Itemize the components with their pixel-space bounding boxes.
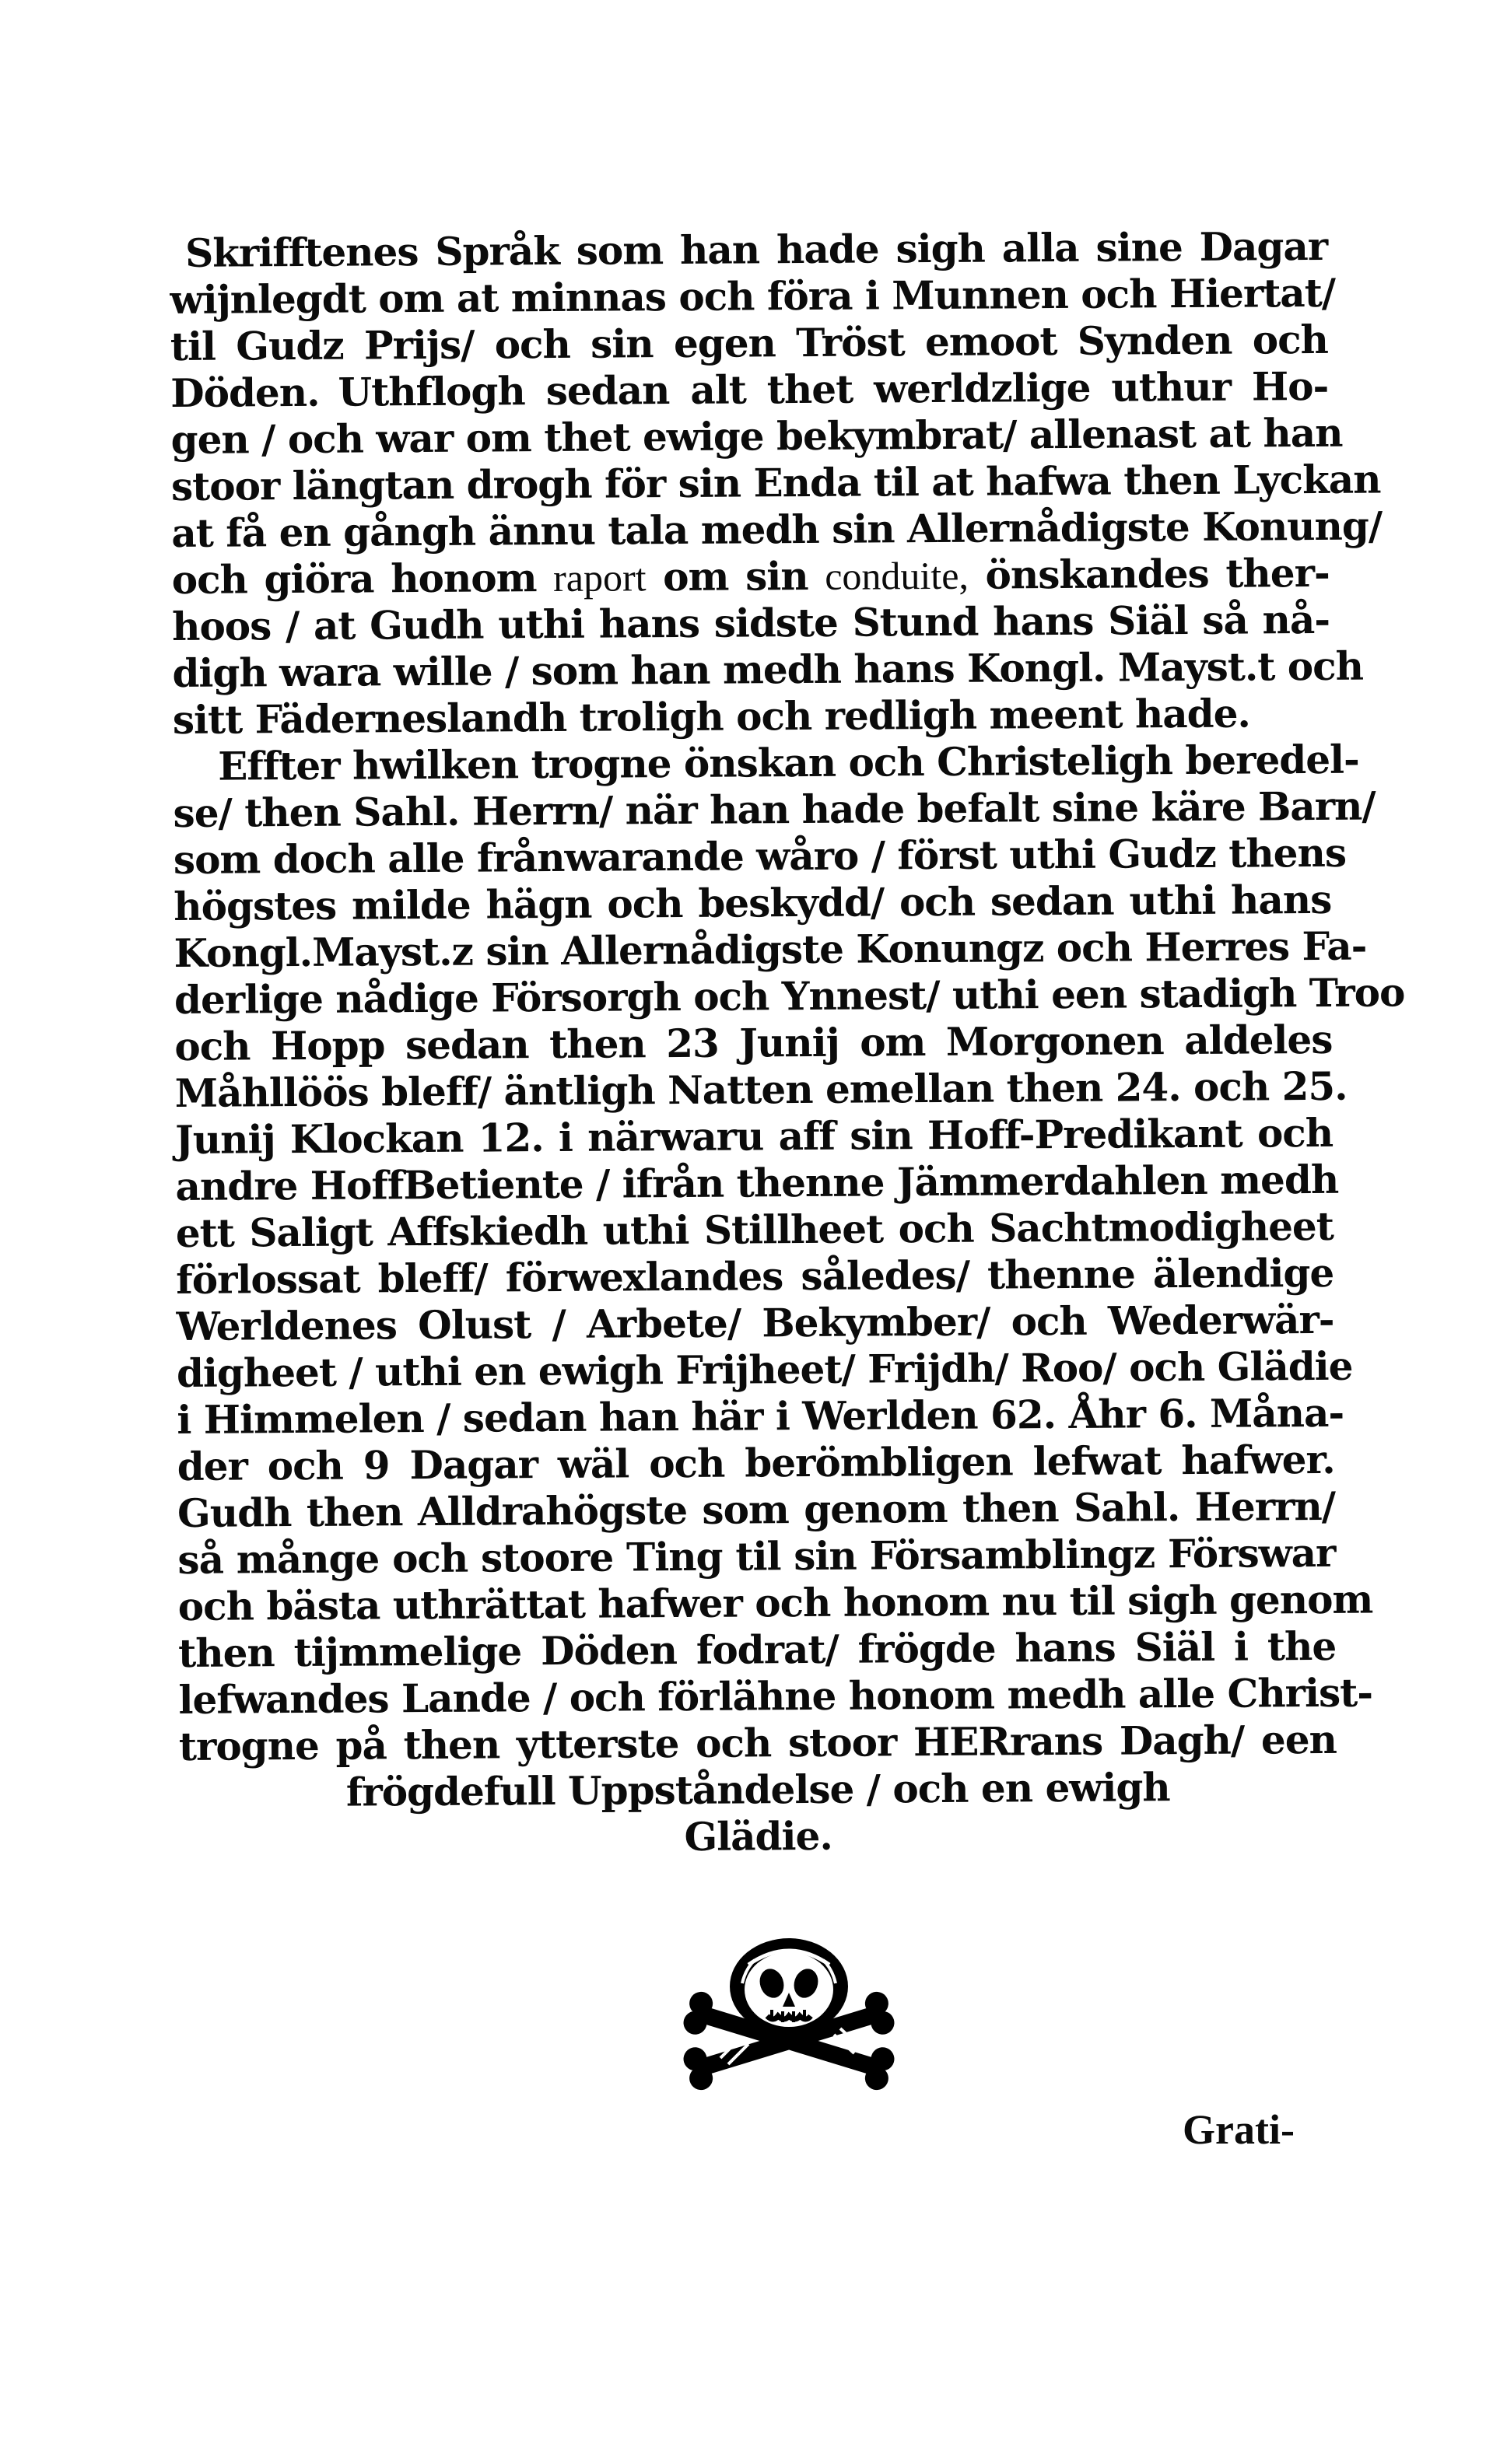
text-segment-blackletter: gen / och war om thet ewige bekymbrat/ allenast at han (170, 409, 1343, 463)
skull-and-crossbones-ornament (674, 1935, 904, 2094)
text-line (170, 223, 1327, 277)
text-segment-roman: conduite, (825, 553, 969, 598)
text-line (176, 1342, 1353, 1397)
text-line (170, 317, 1328, 370)
text-segment-blackletter: i Himmelen / sedan han här i Werlden 62. Åhr 6. Måna- (177, 1389, 1344, 1443)
text-segment-blackletter: Kongl.Mayst.z sin Allernådigste Konungz och Herres Fa- (173, 922, 1367, 976)
text-segment-blackletter: Skrifftenes Språk som han hade sigh alla sine Dagar (184, 222, 1328, 276)
text-line (175, 1156, 1339, 1210)
text-segment-blackletter: lefwandes Lande / och förlähne honom medh alle Christ- (178, 1669, 1373, 1723)
text-segment-roman: raport (553, 555, 647, 600)
text-line (176, 1250, 1334, 1304)
text-line (172, 642, 1364, 697)
text-line (173, 829, 1347, 884)
text-segment-blackletter: Junij Klockan 12. i närwaru aff sin Hoff-Predikant och (174, 1109, 1334, 1163)
text-line (172, 550, 1330, 604)
text-line (170, 363, 1328, 417)
text-line (174, 1062, 1348, 1117)
text-segment-blackletter: at få en gångh ännu tala medh sin Allernådigste Konung/ (171, 502, 1383, 556)
catchword: Grati- (1183, 2106, 1295, 2153)
text-line (179, 1810, 1337, 1864)
text-segment-blackletter: then tijmmelige Döden fodrat/ frögde hans Siäl i the (177, 1622, 1337, 1676)
text-segment-blackletter: sitt Fäderneslandh troligh och redligh meent hade. (172, 690, 1250, 743)
text-segment-blackletter: stoor längtan drogh för sin Enda til at hafwa then Lyckan (170, 456, 1381, 509)
text-line (173, 736, 1359, 790)
text-segment-blackletter: högstes milde hägn och beskydd/ och sedan uthi hans (173, 876, 1332, 929)
text-segment-blackletter: der och 9 Dagar wäl och berömbligen lefwat hafwer. (177, 1436, 1335, 1489)
text-segment-blackletter: hoos / at Gudh uthi hans sidste Stund hans Siäl så nå- (171, 596, 1330, 649)
text-segment-blackletter: så månge och stoore Ting til sin Församblingz Förswar (177, 1529, 1336, 1583)
text-segment-blackletter: Döden. Uthflogh sedan alt thet werldzlige uthur Ho- (170, 362, 1329, 416)
text-line (177, 1576, 1373, 1630)
text-line (179, 1763, 1337, 1817)
text-line (174, 1017, 1332, 1070)
text-segment-blackletter: förlossat bleff/ förwexlandes således/ thenne älendige (176, 1249, 1334, 1303)
text-line (170, 409, 1343, 464)
text-segment-blackletter: trogne på then ytterste och stoor HERrans Dagh/ een (178, 1716, 1337, 1769)
text-segment-blackletter: Effter hwilken trogne önskan och Christeligh beredel- (218, 736, 1359, 789)
text-line (171, 502, 1383, 557)
text-line (179, 1717, 1337, 1770)
text-segment-blackletter: ett Saligt Affskiedh uthi Stillheet och Sachtmodigheet (175, 1202, 1334, 1256)
text-line (173, 690, 1330, 744)
text-segment-blackletter: Måhllöös bleff/ äntligh Natten emellan then 24. och 25. (174, 1062, 1348, 1116)
text-segment-blackletter: derlige nådige Försorgh och Ynnest/ uthi een stadigh Troo (173, 969, 1405, 1023)
text-line (177, 1530, 1335, 1584)
text-line (173, 969, 1405, 1024)
text-line (173, 922, 1367, 977)
text-line (175, 1110, 1333, 1164)
text-line (177, 1483, 1335, 1537)
text-block (170, 222, 1405, 1864)
text-segment-blackletter: Gudh then Alldrahögste som genom then Sahl. Herrn/ (177, 1482, 1336, 1536)
text-line (173, 877, 1331, 930)
text-line (170, 269, 1336, 324)
text-segment-blackletter: frögdefull Uppståndelse / och en ewigh (345, 1764, 1170, 1815)
text-line (170, 456, 1381, 510)
text-line (178, 1623, 1336, 1677)
text-segment-blackletter: digh wara wille / som han medh hans Kongl. Mayst.t och (172, 642, 1364, 696)
text-segment-blackletter: Werldenes Olust / Arbete/ Bekymber/ och Wederwär- (176, 1296, 1334, 1349)
text-segment-blackletter: önskandes ther- (968, 549, 1330, 598)
text-segment-blackletter: som doch alle frånwarande wåro / först uthi Gudz thens (173, 829, 1347, 883)
text-segment-blackletter: wijnlegdt om at minnas och föra i Munnen och Hiertat/ (170, 269, 1336, 323)
text-segment-blackletter: om sin (646, 552, 825, 600)
text-segment-blackletter: andre HoffBetiente / ifrån thenne Jämmerdahlen medh (175, 1156, 1339, 1209)
text-segment-blackletter: digheet / uthi en ewigh Frijheet/ Frijdh/ Roo/ och Glädie (176, 1342, 1353, 1396)
text-segment-blackletter: och bästa uthrättat hafwer och honom nu til sigh genom (177, 1576, 1373, 1629)
text-line (176, 1203, 1334, 1257)
text-segment-blackletter: til Gudz Prijs/ och sin egen Tröst emoot Synden och (170, 316, 1329, 369)
text-line (172, 597, 1330, 650)
text-line (176, 1297, 1334, 1350)
text-segment-blackletter: se/ then Sahl. Herrn/ när han hade befalt sine käre Barn/ (173, 782, 1376, 836)
text-segment-blackletter: och Hopp sedan then 23 Junij om Morgonen aldeles (174, 1016, 1333, 1069)
text-line (177, 1389, 1344, 1444)
text-line (178, 1669, 1373, 1724)
text-line (173, 782, 1376, 837)
text-segment-blackletter: och giöra honom (171, 554, 554, 603)
text-segment-blackletter: Glädie. (684, 1812, 832, 1860)
text-line (177, 1437, 1335, 1490)
